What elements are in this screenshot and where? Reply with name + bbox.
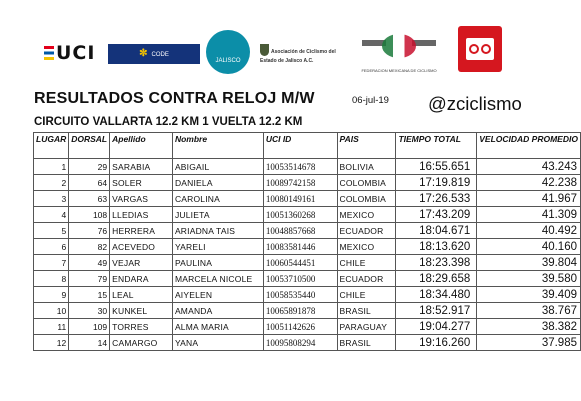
cell-dorsal: 82 (69, 239, 110, 255)
results-table (33, 132, 581, 351)
cell-apellido: SOLER (110, 175, 173, 191)
cell-apellido: SARABIA (110, 159, 173, 175)
cell-tiempo: 18:23.398 (396, 255, 477, 271)
col-lugar: LUGAR (34, 133, 69, 159)
table-row (34, 303, 581, 319)
table-row (34, 271, 581, 287)
wheel-right-icon (481, 44, 491, 54)
cell-lugar: 9 (34, 287, 69, 303)
uci-stripes-icon (44, 46, 54, 60)
cell-velocidad: 40.160 (477, 239, 581, 255)
cell-nombre: CAROLINA (172, 191, 263, 207)
code-swirl-icon: ✼ (139, 48, 148, 59)
cell-tiempo: 17:19.819 (396, 175, 477, 191)
eagle-icon (382, 34, 416, 58)
cell-nombre: DANIELA (172, 175, 263, 191)
cell-uci-id: 10083581446 (263, 239, 337, 255)
cell-apellido: KUNKEL (110, 303, 173, 319)
bicycle-icon (466, 38, 494, 60)
event-date: 06-jul-19 (352, 95, 389, 106)
code-logo-text: CODE (151, 52, 169, 58)
cell-pais: PARAGUAY (337, 319, 396, 335)
table-row (34, 175, 581, 191)
cell-pais: MEXICO (337, 239, 396, 255)
col-uci-id: UCI ID (263, 133, 337, 159)
cell-dorsal: 29 (69, 159, 110, 175)
table-row (34, 159, 581, 175)
code-logo (108, 44, 200, 64)
cell-uci-id: 10048857668 (263, 223, 337, 239)
race-subtitle: CIRCUITO VALLARTA 12.2 KM 1 VUELTA 12.2 KM (34, 116, 303, 128)
cell-pais: ECUADOR (337, 271, 396, 287)
cell-apellido: HERRERA (110, 223, 173, 239)
cell-velocidad: 39.580 (477, 271, 581, 287)
cell-pais: CHILE (337, 255, 396, 271)
cell-lugar: 7 (34, 255, 69, 271)
cell-dorsal: 109 (69, 319, 110, 335)
cell-velocidad: 38.382 (477, 319, 581, 335)
cell-nombre: MARCELA NICOLE (172, 271, 263, 287)
cell-lugar: 2 (34, 175, 69, 191)
table-row (34, 287, 581, 303)
uci-logo (44, 42, 95, 64)
cell-velocidad: 42.238 (477, 175, 581, 191)
cell-dorsal: 14 (69, 335, 110, 351)
cell-pais: BRASIL (337, 303, 396, 319)
cell-nombre: ARIADNA TAIS (172, 223, 263, 239)
cell-nombre: YANA (172, 335, 263, 351)
cell-dorsal: 108 (69, 207, 110, 223)
cell-nombre: AIYELEN (172, 287, 263, 303)
shield-icon (260, 44, 269, 56)
cell-uci-id: 10053514678 (263, 159, 337, 175)
cell-uci-id: 10089742158 (263, 175, 337, 191)
cell-tiempo: 17:43.209 (396, 207, 477, 223)
cell-pais: BRASIL (337, 335, 396, 351)
cell-uci-id: 10080149161 (263, 191, 337, 207)
cell-apellido: VEJAR (110, 255, 173, 271)
cell-tiempo: 19:16.260 (396, 335, 477, 351)
sponsor-logos (0, 20, 581, 82)
uci-logo-text: UCI (56, 42, 96, 64)
col-tiempo-total: TIEMPO TOTAL (396, 133, 477, 159)
cell-uci-id: 10058535440 (263, 287, 337, 303)
cell-velocidad: 41.967 (477, 191, 581, 207)
cell-nombre: JULIETA (172, 207, 263, 223)
cell-lugar: 5 (34, 223, 69, 239)
cell-pais: BOLIVIA (337, 159, 396, 175)
cell-uci-id: 10053710500 (263, 271, 337, 287)
cell-apellido: ENDARA (110, 271, 173, 287)
cell-nombre: ABIGAIL (172, 159, 263, 175)
cell-nombre: ALMA MARIA (172, 319, 263, 335)
cell-uci-id: 10051142626 (263, 319, 337, 335)
cell-pais: ECUADOR (337, 223, 396, 239)
cell-lugar: 1 (34, 159, 69, 175)
cell-tiempo: 18:34.480 (396, 287, 477, 303)
cell-velocidad: 40.492 (477, 223, 581, 239)
table-row (34, 319, 581, 335)
jalisco-logo (206, 30, 250, 74)
federacion-logo (360, 30, 438, 78)
cell-velocidad: 38.767 (477, 303, 581, 319)
cell-tiempo: 18:13.620 (396, 239, 477, 255)
cell-lugar: 10 (34, 303, 69, 319)
cell-lugar: 12 (34, 335, 69, 351)
cell-dorsal: 49 (69, 255, 110, 271)
wheel-left-icon (469, 44, 479, 54)
cell-velocidad: 43.243 (477, 159, 581, 175)
cell-velocidad: 39.804 (477, 255, 581, 271)
cell-lugar: 4 (34, 207, 69, 223)
cell-velocidad: 37.985 (477, 335, 581, 351)
col-nombre: Nombre (172, 133, 263, 159)
col-apellido: Apellido (110, 133, 173, 159)
table-row (34, 207, 581, 223)
cell-uci-id: 10095808294 (263, 335, 337, 351)
page-title: RESULTADOS CONTRA RELOJ M/W (34, 90, 315, 107)
cell-velocidad: 39.409 (477, 287, 581, 303)
table-row (34, 239, 581, 255)
cell-apellido: TORRES (110, 319, 173, 335)
cell-uci-id: 10065891878 (263, 303, 337, 319)
cell-tiempo: 17:26.533 (396, 191, 477, 207)
cell-nombre: YARELI (172, 239, 263, 255)
cell-pais: COLOMBIA (337, 175, 396, 191)
cell-dorsal: 30 (69, 303, 110, 319)
cycling-badge-logo (458, 26, 502, 72)
cell-tiempo: 18:04.671 (396, 223, 477, 239)
table-row (34, 255, 581, 271)
social-handle: @zciclismo (428, 93, 522, 114)
cell-dorsal: 79 (69, 271, 110, 287)
cell-tiempo: 16:55.651 (396, 159, 477, 175)
cell-nombre: AMANDA (172, 303, 263, 319)
cell-pais: MEXICO (337, 207, 396, 223)
asociacion-logo-text: Asociación de Ciclismo del Estado de Jalisco A.C. (260, 49, 336, 64)
cell-lugar: 8 (34, 271, 69, 287)
col-velocidad: VELOCIDAD PROMEDIO (477, 133, 581, 159)
cell-velocidad: 41.309 (477, 207, 581, 223)
asociacion-logo (260, 44, 350, 62)
cell-dorsal: 64 (69, 175, 110, 191)
cell-lugar: 3 (34, 191, 69, 207)
cell-apellido: LEAL (110, 287, 173, 303)
cell-apellido: CAMARGO (110, 335, 173, 351)
col-pais: PAIS (337, 133, 396, 159)
cell-pais: CHILE (337, 287, 396, 303)
jalisco-logo-text: JALISCO (215, 58, 241, 64)
federacion-logo-text: FEDERACION MEXICANA DE CICLISMO (361, 68, 437, 73)
cell-tiempo: 18:52.917 (396, 303, 477, 319)
cell-pais: COLOMBIA (337, 191, 396, 207)
col-dorsal: DORSAL (69, 133, 110, 159)
cell-tiempo: 19:04.277 (396, 319, 477, 335)
cell-uci-id: 10051360268 (263, 207, 337, 223)
table-row (34, 335, 581, 351)
cell-apellido: LLEDIAS (110, 207, 173, 223)
table-row (34, 223, 581, 239)
cell-apellido: ACEVEDO (110, 239, 173, 255)
table-header-row (34, 133, 581, 159)
cell-dorsal: 15 (69, 287, 110, 303)
cell-lugar: 6 (34, 239, 69, 255)
cell-dorsal: 63 (69, 191, 110, 207)
cell-apellido: VARGAS (110, 191, 173, 207)
cell-tiempo: 18:29.658 (396, 271, 477, 287)
table-row (34, 191, 581, 207)
cell-dorsal: 76 (69, 223, 110, 239)
cell-uci-id: 10060544451 (263, 255, 337, 271)
cell-lugar: 11 (34, 319, 69, 335)
cell-nombre: PAULINA (172, 255, 263, 271)
